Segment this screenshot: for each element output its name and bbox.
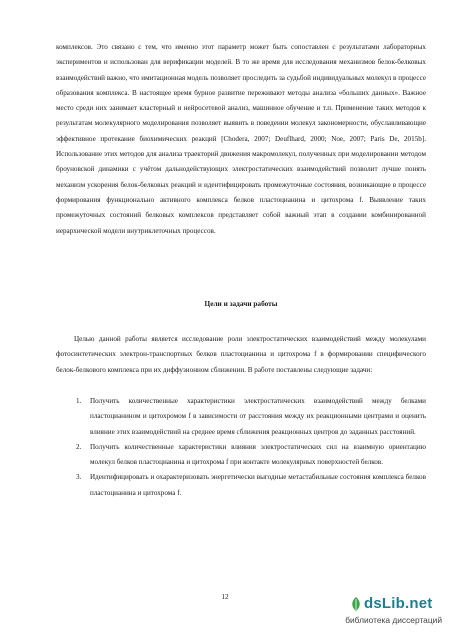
list-item (56, 394, 426, 440)
leaf-icon (350, 597, 362, 611)
body-paragraph-1 (56, 40, 426, 239)
paragraph-text: Целью данной работы является исследование роли электростатических взаимодействий между молекулами фотосинтетических электрон-транспортных белков пластоцианина и цитохрома f в формировании специфического белок-белкового комплекса при их диффузионном сближении. В работе поставлены следующие задачи: (56, 335, 426, 374)
paragraph-text: комплексов. Это связано с тем, что именно этот параметр может быть сопоставлен с результатами лабораторных экспериментов и использован для верификации моделей. В то же время для исследования механизмов белок-белковых взаимодействий важно, что имитационная модель позволяет проследить за судьбой индивидуальных молекул в процессе образования комплекса. В настоящее время бурное развитие переживают методы анализа «больших данных». Важное место среди них занимает кластерный и нейросетевой анализ, машинное обучение и т.п. Применение таких методов к результатам молекулярного моделирования позволяет выявить в поведении молекул закономерности, обуславливающие эффективное протекание биохимических реакций [Chodera, 2007; Deuflhard, 2000; Noe, 2007; Paris De, 2015b]. Использование этих методов для анализа траекторий движения макромолекул, полученных при моделировании методом броуновской динамики с учётом дальнодействующих электростатических взаимодействий позволит лучше понять механизм ускорения белок-белковых реакций и идентифицировать промежуточные состояния, возникающие в процессе формирования функционально активного комплекса белков пластоцианина и цитохрома f. Выявление таких промежуточных состояний белковых комплексов представляет собой важный этап в создании комбинированной иерархической модели внутриклеточных процессов. (56, 43, 426, 235)
body-paragraph-2 (56, 332, 426, 378)
section-heading: Цели и задачи работы (204, 299, 278, 308)
watermark-subtitle: библиотека диссертаций (345, 615, 442, 625)
watermark-logo (344, 593, 442, 615)
list-item-number: 1. (76, 397, 82, 405)
list-item-text: Получить количественные характеристики влияния электростатических сил на взаимную ориентацию молекул белков пластоцианина и цитохрома f при контакте молекулярных поверхностей белков. (90, 442, 426, 467)
list-item (56, 470, 426, 501)
page-number: 12 (221, 592, 229, 601)
list-item-text: Идентифицировать и охарактеризовать энергетически выгодные метастабильные состояния комплекса белков пластоцианина и цитохрома f. (90, 473, 426, 497)
watermark-brand: dsLib.net (364, 595, 433, 612)
list-item-text: Получить количественные характеристики электростатических взаимодействий между белками пластоцианином и цитохромом f в зависимости от расстояния между их реакционными центрами и оценить влияние этих взаимодействий на среднее время сближения реакционных центров до заданных расстояний. (90, 397, 426, 436)
list-item (56, 440, 426, 471)
list-item-number: 3. (76, 473, 82, 482)
task-list (56, 394, 426, 501)
list-item-number: 2. (76, 442, 82, 451)
dslib-watermark[interactable] (344, 593, 442, 629)
